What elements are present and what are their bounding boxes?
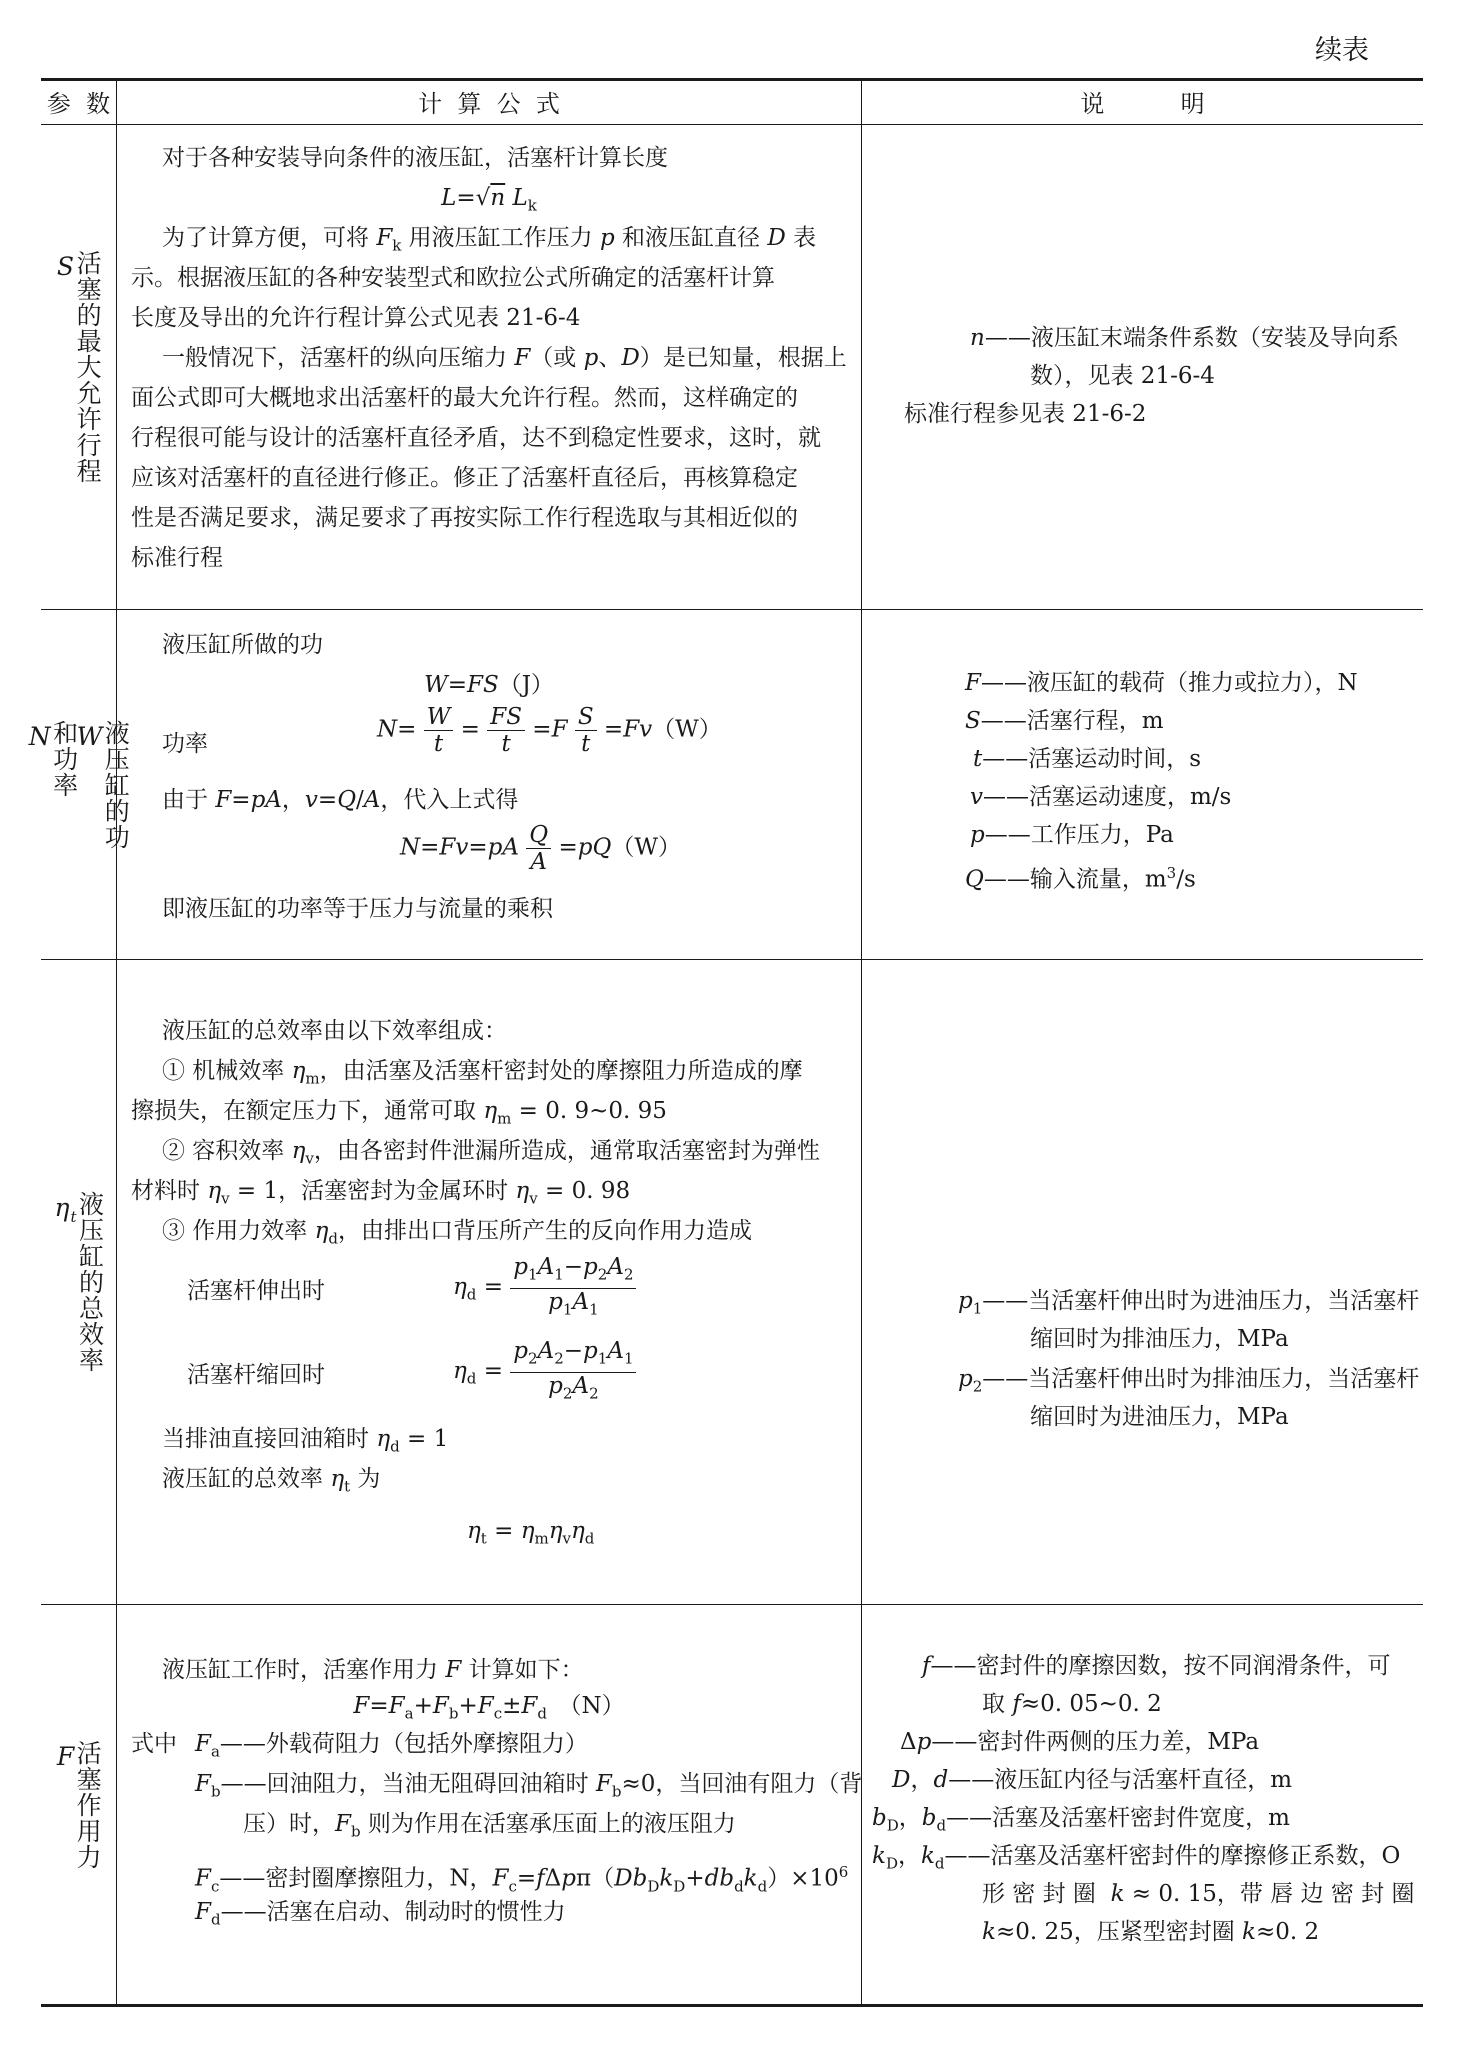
note-line: S——活塞行程，m xyxy=(965,708,1164,734)
formula-line: 液压缸所做的功 xyxy=(162,632,323,658)
row-param-work-power: 液压缸的功 W 和功率 N xyxy=(28,719,131,850)
formula-line: 即液压缸的功率等于压力与流量的乘积 xyxy=(162,896,553,922)
note-line: $b_D$，$b_d——$活塞及活塞杆密封件宽度，m xyxy=(872,1805,1290,1835)
note-line: v——活塞运动速度，m/s xyxy=(970,784,1232,810)
note-line: Q——输入流量，$m^3/s$ xyxy=(965,864,1196,893)
parameter-table xyxy=(28,78,1423,2007)
formula-line: $F_a——$外载荷阻力（包括外摩擦阻力） xyxy=(195,1731,588,1761)
formula-line: 标准行程 xyxy=(131,545,223,571)
formula-equation: $F=F_a+F_b+F_c\pm F_d$ （N） xyxy=(353,1693,625,1723)
row-note-piston-force xyxy=(862,1605,1423,2004)
header-param: 参 数 xyxy=(46,89,111,118)
formula-line: 压）时，$F_b$ 则为作用在活塞承压面上的液压阻力 xyxy=(243,1811,736,1841)
note-line: 标准行程参见表 21-6-2 xyxy=(904,401,1147,427)
formula-line: 材料时 $\eta_v = 1$，活塞密封为金属环时 $\eta_v = 0$. 98 xyxy=(131,1178,631,1208)
note-line: Δp——密封件两侧的压力差，MPa xyxy=(900,1729,1260,1755)
formula-equation: $\eta_d$ = $\frac{p_1A_1-p_2A_2}{p_1A_1}$ xyxy=(453,1254,636,1322)
row-note-efficiency xyxy=(862,960,1423,1604)
note-line: 形 密 封 圈 k ≈ 0. 15，带 唇 边 密 封 圈 xyxy=(982,1881,1415,1907)
table-bottom-rule xyxy=(41,2004,1423,2007)
row-formula-work-power xyxy=(117,610,861,959)
formula-equation: $\eta_t = \eta_m\eta_v\eta_d$ xyxy=(467,1518,595,1548)
formula-line: 示。根据液压缸的各种安装型式和欧拉公式所确定的活塞杆计算 xyxy=(131,265,775,291)
formula-equation: $\eta_d$ = $\frac{p_2A_2-p_1A_1}{p_2A_2}$ xyxy=(453,1338,636,1406)
note-line: f——密封件的摩擦因数，按不同润滑条件，可 xyxy=(922,1653,1391,1679)
formula-equation: N= $\frac{W}{t}$ = $\frac{FS}{t}$ =F $\frac{S}{t}$ =Fv（W） xyxy=(377,704,722,757)
row-note-stroke xyxy=(862,125,1423,609)
formula-line: 式中 xyxy=(131,1731,177,1757)
formula-line: 功率 xyxy=(162,731,208,757)
row-note-work-power xyxy=(862,610,1423,959)
formula-line: ② 容积效率 $\eta_v$，由各密封件泄漏所造成，通常取活塞密封为弹性 xyxy=(162,1138,820,1168)
formula-line: 活塞杆缩回时 xyxy=(187,1362,325,1388)
formula-line: 擦损失，在额定压力下，通常可取 $\eta_m = 0$. 9~0. 95 xyxy=(131,1098,667,1128)
row-param-stroke: 活塞的最大允许行程 S xyxy=(56,250,103,484)
note-line: $p_1——$当活塞杆伸出时为进油压力，当活塞杆 xyxy=(958,1288,1420,1318)
formula-line: 行程很可能与设计的活塞杆直径矛盾，达不到稳定性要求，这时，就 xyxy=(131,425,821,451)
formula-line: 液压缸的总效率由以下效率组成： xyxy=(162,1018,507,1044)
continued-table-label: 续表 xyxy=(1315,35,1369,66)
formula-line: 面公式即可大概地求出活塞杆的最大允许行程。然而，这样确定的 xyxy=(131,385,798,411)
formula-equation: W=FS（J） xyxy=(424,672,554,698)
row-param-efficiency: 液压缸的总效率 $\eta_t$ xyxy=(54,1191,105,1373)
formula-line: 活塞杆伸出时 xyxy=(187,1278,325,1304)
formula-line: $F_d——$活塞在启动、制动时的惯性力 xyxy=(195,1899,566,1929)
formula-line: 液压缸工作时，活塞作用力 F 计算如下： xyxy=(162,1657,584,1683)
formula-line: 性是否满足要求，满足要求了再按实际工作行程选取与其相近似的 xyxy=(131,505,798,531)
note-line: t——活塞运动时间，s xyxy=(973,746,1202,772)
header-formula: 计 算 公 式 xyxy=(418,89,560,118)
formula-line: 液压缸的总效率 $\eta_t$ 为 xyxy=(162,1466,381,1496)
formula-line: $F_c——$密封圈摩擦阻力，N，$F_c=f\Delta p\pi(Db_Dk_D+db_dk_d)\times 10^6$ xyxy=(195,1863,849,1896)
formula-equation: N=Fv=pA $\frac{Q}{A}$ =pQ（W） xyxy=(400,822,681,875)
row-formula-efficiency xyxy=(117,960,861,1604)
note-line: 数），见表 21-6-4 xyxy=(1030,363,1215,389)
note-line: n——液压缸末端条件系数（安装及导向系 xyxy=(970,325,1399,351)
header-note: 说 明 xyxy=(1080,89,1205,118)
formula-line: 由于 F=pA，v=Q/A，代入上式得 xyxy=(162,787,519,813)
formula-line: 为了计算方便，可将 $F_k$ 用液压缸工作压力 p 和液压缸直径 D 表 xyxy=(162,225,817,255)
formula-line: 对于各种安装导向条件的液压缸，活塞杆计算长度 xyxy=(162,145,668,171)
note-line: D，d——液压缸内径与活塞杆直径，m xyxy=(892,1767,1292,1793)
formula-line: 当排油直接回油箱时 $\eta_d = 1$ xyxy=(162,1426,449,1456)
row-param-piston-force: 活塞作用力 F xyxy=(56,1739,103,1870)
formula-line: 一般情况下，活塞杆的纵向压缩力 F（或 p、D）是已知量，根据上 xyxy=(162,345,847,371)
note-line: 取 f≈0. 05~0. 2 xyxy=(982,1691,1162,1717)
formula-line: ③ 作用力效率 $\eta_d$，由排出口背压所产生的反向作用力造成 xyxy=(162,1218,753,1248)
formula-line: $F_b——$回油阻力，当油无阻碍回油箱时 $F_b\approx 0$，当回油有阻力（背 xyxy=(195,1771,863,1801)
note-line: F——液压缸的载荷（推力或拉力），N xyxy=(965,670,1358,696)
formula-line: ① 机械效率 $\eta_m$，由活塞及活塞杆密封处的摩擦阻力所造成的摩 xyxy=(162,1058,803,1088)
note-line: $p_2——$当活塞杆伸出时为排油压力，当活塞杆 xyxy=(958,1366,1420,1396)
row-formula-piston-force xyxy=(117,1605,861,2004)
formula-equation: L=√n $L_k$ xyxy=(441,185,537,215)
note-line: $k_D$，$k_d——$活塞及活塞杆密封件的摩擦修正系数，O xyxy=(872,1843,1401,1873)
note-line: p——工作压力，Pa xyxy=(970,822,1174,848)
note-line: 缩回时为排油压力，MPa xyxy=(1030,1326,1289,1352)
formula-line: 应该对活塞杆的直径进行修正。修正了活塞杆直径后，再核算稳定 xyxy=(131,465,798,491)
note-line: k≈0. 25，压紧型密封圈 k≈0. 2 xyxy=(982,1919,1320,1945)
formula-line: 长度及导出的允许行程计算公式见表 21-6-4 xyxy=(131,305,581,331)
row-formula-stroke xyxy=(117,125,861,609)
note-line: 缩回时为进油压力，MPa xyxy=(1030,1404,1289,1430)
